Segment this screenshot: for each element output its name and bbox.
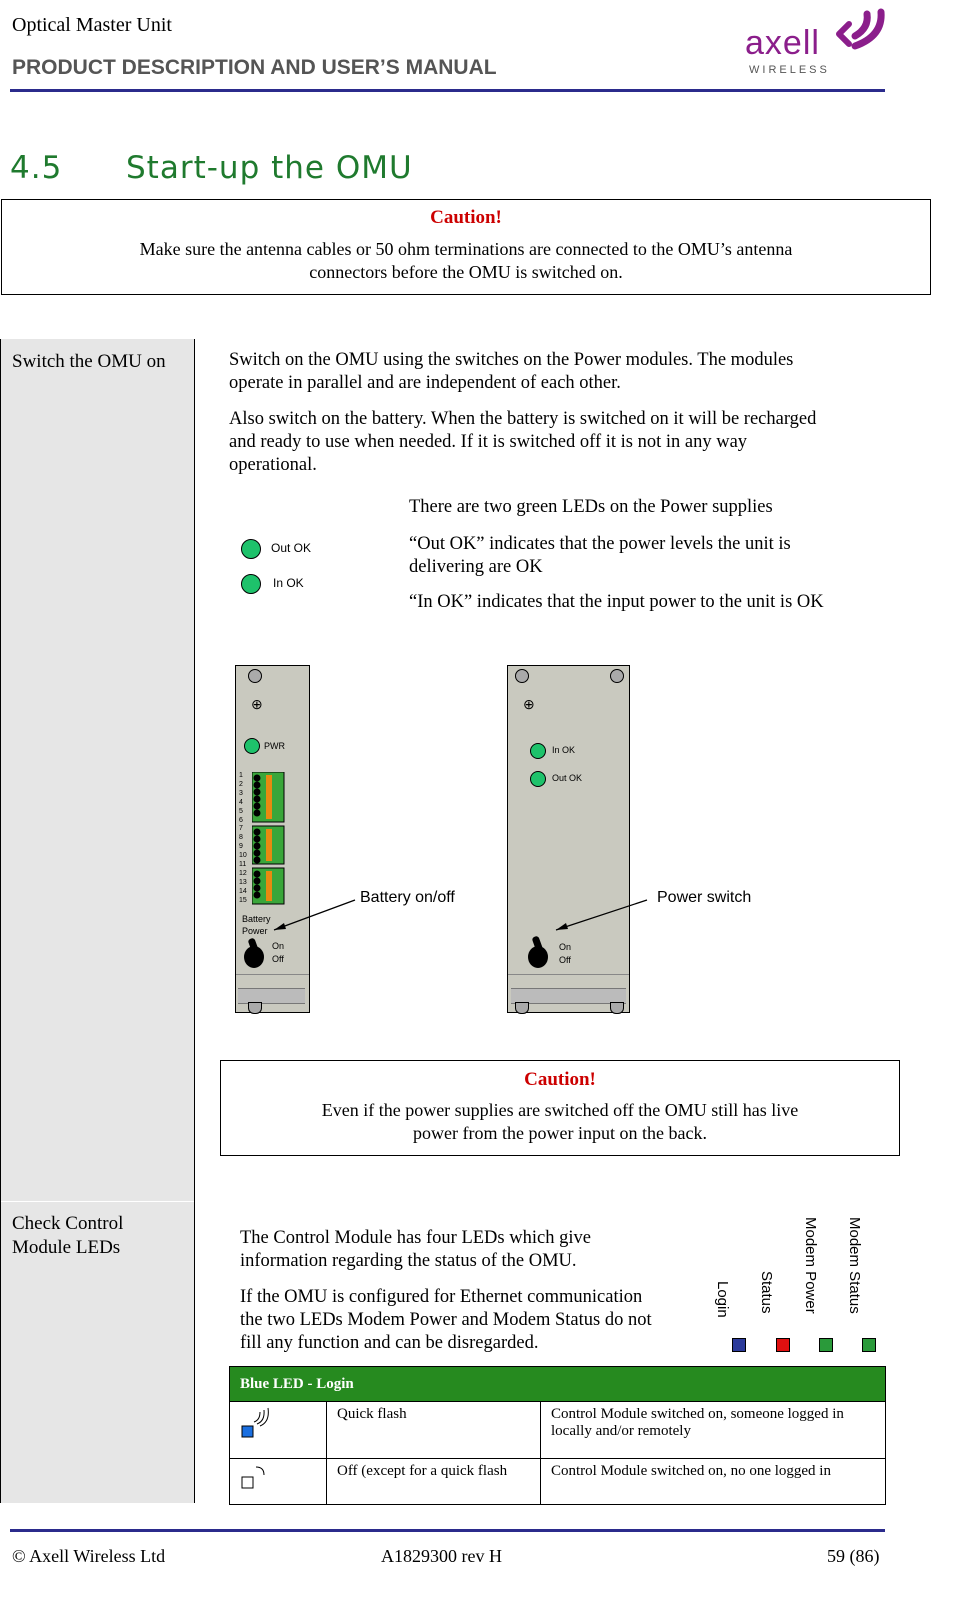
led-state-icon-cell — [230, 1459, 327, 1505]
in-ok-label: In OK — [552, 745, 576, 755]
logo-sub: WIRELESS — [749, 64, 830, 76]
row-label-switch-on: Switch the OMU on — [12, 351, 166, 372]
slot-number: 1 — [239, 772, 243, 779]
caution-line: Even if the power supplies are switched off the OMU still has live — [321, 1100, 799, 1120]
paragraph-line: If the OMU is configured for Ethernet communication — [240, 1287, 643, 1307]
caution-line: Make sure the antenna cables or 50 ohm terminations are connected to the OMU’s antenna — [139, 239, 793, 259]
screw-icon — [610, 669, 624, 683]
logo-word: axell — [745, 24, 820, 62]
paragraph-line: Switch on the OMU using the switches on the Power modules. The modules — [229, 350, 794, 370]
screw-icon — [248, 669, 262, 683]
paragraph-line: operate in parallel and are independent of each other. — [229, 373, 621, 393]
out-ok-led-icon — [530, 771, 546, 787]
footer-doc-id: A1829300 rev H — [381, 1546, 502, 1566]
battery-block — [252, 772, 284, 822]
panel-divider — [236, 974, 309, 975]
out-ok-label: Out OK — [552, 773, 583, 783]
footer-copyright: © Axell Wireless Ltd — [12, 1546, 166, 1566]
battery-power-label: Power — [242, 926, 268, 936]
caution-box-live-power — [220, 1060, 900, 1156]
paragraph-line: the two LEDs Modem Power and Modem Status do not — [240, 1310, 652, 1330]
screw-icon — [610, 1002, 624, 1014]
battery-label: Battery — [242, 914, 271, 924]
led-label-out-ok: Out OK — [271, 541, 312, 555]
paragraph-line: There are two green LEDs on the Power supplies — [409, 497, 773, 517]
footer-page-number: 59 (86) — [827, 1546, 880, 1566]
row-label-check-leds-2: Module LEDs — [12, 1237, 121, 1258]
slot-number: 8 — [239, 834, 243, 842]
slot-number: 4 — [239, 798, 243, 806]
slot-number: 14 — [239, 887, 247, 895]
in-ok-led-icon — [530, 743, 546, 759]
caution-box-antenna — [1, 199, 931, 295]
logo-chevrons-icon — [833, 6, 893, 62]
slot-number: 6 — [239, 816, 243, 824]
green-led-icon — [241, 574, 261, 594]
paragraph-line: delivering are OK — [409, 557, 543, 577]
slot-number: 10 — [239, 852, 247, 860]
section-heading — [10, 150, 413, 186]
blue-led-off-icon — [240, 1463, 270, 1493]
section-number: 4.5 — [10, 150, 63, 186]
callout-battery: Battery on/off — [360, 889, 455, 906]
paragraph-line: The Control Module has four LEDs which give — [240, 1228, 591, 1248]
slot-number: 5 — [239, 807, 243, 815]
on-label: On — [272, 941, 285, 951]
led-label-in-ok: In OK — [273, 576, 304, 590]
battery-block — [252, 826, 284, 864]
caution-title: Caution! — [430, 207, 502, 228]
modem-power-led-icon — [819, 1338, 833, 1352]
caution-title: Caution! — [524, 1069, 596, 1090]
axell-wireless-logo — [743, 6, 893, 82]
blue-led-table — [229, 1366, 886, 1505]
section-title: Start-up the OMU — [126, 150, 413, 186]
screw-icon — [515, 669, 529, 683]
callout-arrows — [260, 890, 660, 950]
paragraph-line: “In OK” indicates that the input power to the unit is OK — [409, 592, 824, 612]
header-rule — [10, 89, 885, 92]
table-cell: Quick flash — [327, 1402, 541, 1459]
document-manual-title: PRODUCT DESCRIPTION AND USER’S MANUAL — [12, 56, 497, 79]
paragraph-line: Also switch on the battery. When the battery is switched on it will be recharged — [229, 409, 817, 429]
slot-number: 11 — [239, 861, 247, 869]
screw-icon — [515, 1002, 529, 1014]
panel-divider — [508, 974, 629, 975]
paragraph-line: “Out OK” indicates that the power levels the unit is — [409, 534, 791, 554]
table-cell — [541, 1402, 886, 1459]
procedure-label-column — [1, 339, 195, 1503]
table-cell: Off (except for a quick flash — [327, 1459, 541, 1505]
led-state-icon-cell — [230, 1402, 327, 1459]
paragraph-line: and ready to use when needed. If it is switched off it is not in any way — [229, 432, 748, 452]
green-led-icon — [241, 539, 261, 559]
footer-rule — [10, 1529, 885, 1532]
blue-led-flashing-icon — [240, 1406, 270, 1440]
screw-icon — [248, 1002, 262, 1014]
off-label: Off — [559, 955, 571, 965]
crosshair-icon: ⊕ — [523, 696, 535, 712]
off-label: Off — [272, 954, 284, 964]
slot-number: 9 — [239, 843, 243, 851]
pwr-led-icon — [244, 738, 260, 754]
on-label: On — [559, 942, 572, 952]
slot-number: 12 — [239, 869, 247, 877]
battery-cell-blocks — [252, 772, 286, 907]
table-cell-line: Control Module switched on, someone logged in — [551, 1406, 844, 1422]
slot-number: 13 — [239, 878, 247, 886]
slot-number: 3 — [239, 789, 243, 797]
login-led-icon — [732, 1338, 746, 1352]
row-label-check-leds-1: Check Control — [12, 1213, 124, 1234]
pwr-label: PWR — [264, 741, 285, 751]
slot-number: 2 — [239, 780, 243, 788]
battery-module-panel — [235, 665, 310, 1013]
paragraph-line: operational. — [229, 455, 317, 475]
modem-status-led-icon — [862, 1338, 876, 1352]
paragraph-line: fill any function and can be disregarded. — [240, 1333, 539, 1353]
slot-number: 15 — [239, 896, 247, 904]
row-separator — [1, 1201, 194, 1202]
caution-line: connectors before the OMU is switched on. — [309, 262, 623, 282]
slot-number-list — [239, 772, 251, 906]
callout-power-switch: Power switch — [657, 889, 752, 906]
table-cell-line: locally and/or remotely — [551, 1423, 691, 1439]
paragraph-line: information regarding the status of the OMU. — [240, 1251, 577, 1271]
slot-number: 7 — [239, 825, 243, 833]
status-led-icon — [776, 1338, 790, 1352]
document-product-title: Optical Master Unit — [12, 14, 172, 36]
table-cell: Control Module switched on, no one logged in — [541, 1459, 886, 1505]
power-supply-panel — [507, 665, 630, 1013]
table-header: Blue LED - Login — [230, 1367, 886, 1402]
caution-line: power from the power input on the back. — [413, 1123, 707, 1143]
crosshair-icon: ⊕ — [251, 696, 263, 712]
